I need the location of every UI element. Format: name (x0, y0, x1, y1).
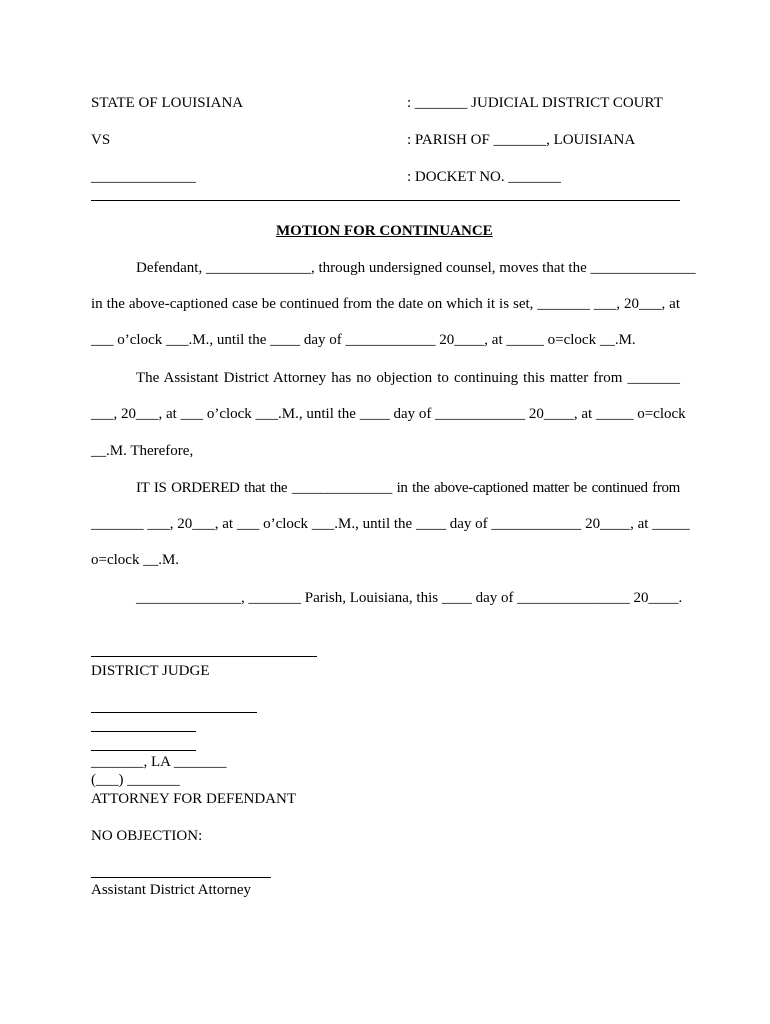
order-line-2: _______ ___, 20___, at ___ o’clock ___.M., until the ____ day of ____________ 20____, at _____ (91, 516, 690, 532)
objection-line-1: The Assistant District Attorney has no objection to continuing this matter from _______ (136, 370, 680, 386)
document-title: MOTION FOR CONTINUANCE (276, 223, 493, 239)
judge-signature-line (91, 656, 317, 657)
caption-party-blank: ______________ (91, 169, 196, 185)
caption-docket: : DOCKET NO. _______ (407, 169, 561, 185)
attorney-address-line (91, 750, 196, 751)
caption-parish: : PARISH OF _______, LOUISIANA (407, 132, 636, 148)
motion-line-3: ___ o’clock ___.M., until the ____ day of ____________ 20____, at _____ o=clock __.M. (91, 332, 636, 348)
attorney-label: ATTORNEY FOR DEFENDANT (91, 791, 297, 807)
objection-line-3: __.M. Therefore, (91, 443, 194, 459)
ada-signature-line (91, 877, 271, 878)
caption-state: STATE OF LOUISIANA (91, 95, 244, 111)
dated-line: ______________, _______ Parish, Louisiana, this ____ day of _______________ 20____. (136, 590, 683, 606)
motion-line-2: in the above-captioned case be continued from the date on which it is set, _______ ___, 20___, at (91, 296, 680, 312)
attorney-name-line (91, 731, 196, 732)
motion-line-1: Defendant, ______________, through undersigned counsel, moves that the ______________ (136, 260, 696, 276)
attorney-phone: (___) _______ (91, 772, 180, 788)
attorney-city-state: _______, LA _______ (91, 754, 227, 770)
judge-label: DISTRICT JUDGE (91, 663, 210, 679)
attorney-signature-line (91, 712, 257, 713)
caption-divider (91, 200, 680, 201)
no-objection-label: NO OBJECTION: (91, 828, 203, 844)
ada-label: Assistant District Attorney (91, 882, 251, 898)
caption-vs: VS (91, 132, 111, 148)
order-line-1: IT IS ORDERED that the ______________ in the above-captioned matter be continued from (136, 480, 680, 496)
order-line-3: o=clock __.M. (91, 552, 180, 568)
caption-court: : _______ JUDICIAL DISTRICT COURT (407, 95, 663, 111)
objection-line-2: ___, 20___, at ___ o’clock ___.M., until the ____ day of ____________ 20____, at _____ o=clock (91, 406, 686, 422)
